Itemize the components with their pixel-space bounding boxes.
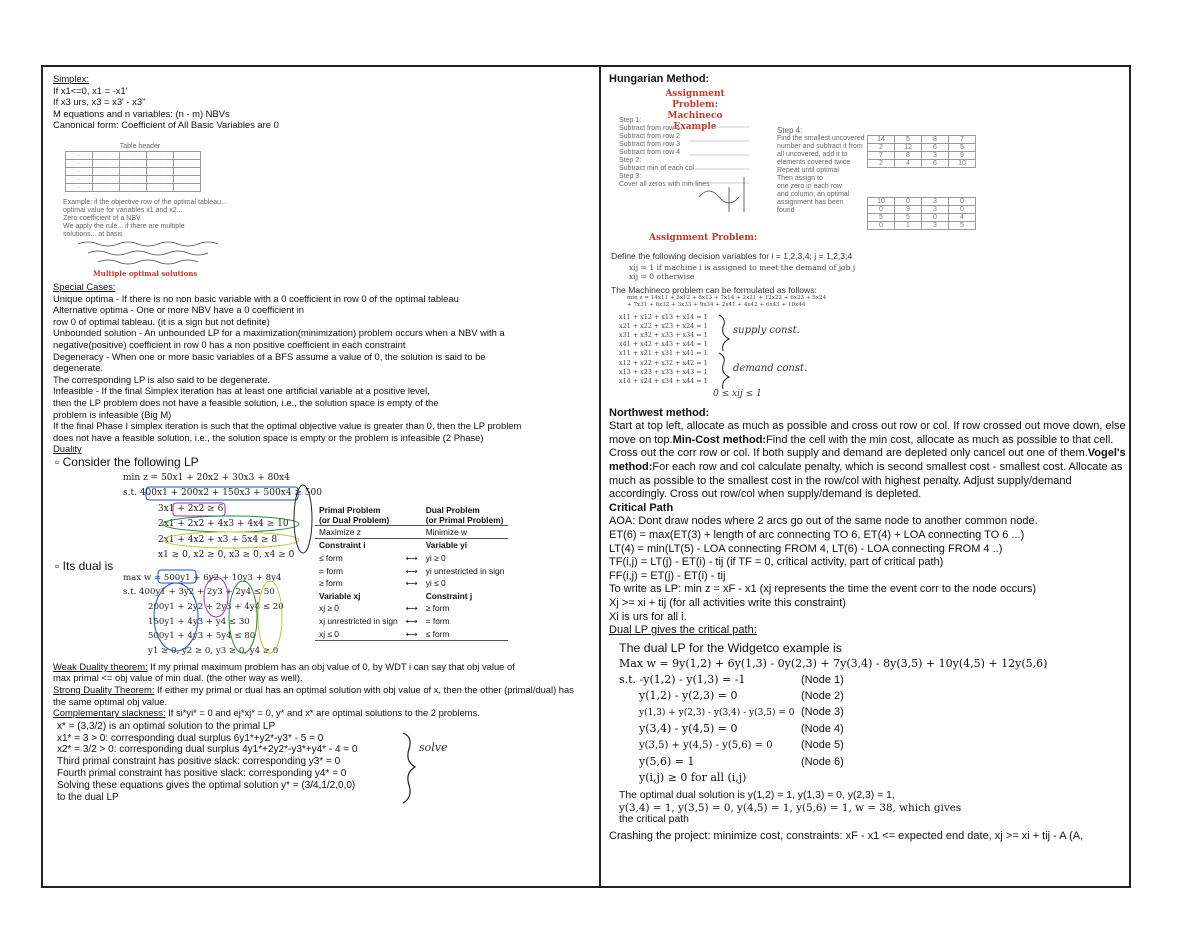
bullet-icon: ▫ bbox=[55, 558, 60, 573]
widgetco-eq: y(3,5) + y(4,5) - y(5,6) = 0 bbox=[639, 739, 773, 751]
dual-lp-critical-heading: Dual LP gives the critical path: bbox=[609, 624, 757, 637]
pd-cell: ≥ form bbox=[425, 603, 450, 614]
special-case-line: If the final Phase I simplex iteration is such that the optimal objective value is greater than 0, then the LP problem bbox=[53, 420, 522, 432]
its-dual-text: Its dual is bbox=[62, 558, 114, 573]
dual-lp-line: 150y1 + 4y3 + y4 ≤ 30 bbox=[148, 616, 250, 627]
special-case-line: negative(positive) coefficient in row 0 has a non positive coefficient in each constraint bbox=[53, 338, 406, 350]
widgetco-row bbox=[619, 704, 844, 721]
weak-duality-label: Weak Duality theorem: bbox=[53, 660, 148, 672]
step-text: Subtract from row 1 bbox=[619, 124, 681, 132]
left-column bbox=[53, 73, 591, 882]
widgetco-title bbox=[619, 640, 842, 656]
constraint-line: x12 + x22 + x32 + x42 = 1 bbox=[619, 358, 708, 367]
pd-header: Dual Problem (or Primal Problem) bbox=[425, 504, 504, 525]
vogel-text: For each row and col calculate penalty, which is second smallest cost - smallest cost. Allocate as much as possible to the smallest cost in the row/col with highest penalty. Adjust supply/demand accordingly. Cross out row/col when supply/demand is depleted. bbox=[609, 460, 1123, 501]
cs-example-line: to the dual LP bbox=[57, 791, 119, 803]
widgetco-eq: y(3,4) - y(4,5) = 0 bbox=[639, 721, 738, 735]
step4-note: Then assign to bbox=[777, 174, 823, 182]
pd-cell: ≥ form bbox=[319, 578, 343, 589]
vogel-label: Vogel's method: bbox=[609, 447, 1126, 473]
strong-duality-label: Strong Duality Theorem: bbox=[53, 684, 155, 696]
special-case-line: Unbounded solution - An unbounded LP for a maximization(minimization) problem occurs when a NBV with a bbox=[53, 327, 505, 339]
handwritten-equations bbox=[73, 239, 273, 273]
constraint-braces bbox=[717, 313, 731, 389]
pd-cell: Variable xj bbox=[319, 590, 361, 601]
step4-note: and column; an optimal bbox=[777, 190, 850, 198]
widgetco-node: (Node 4) bbox=[801, 722, 844, 735]
critical-path-heading: Critical Path bbox=[609, 501, 674, 514]
cs-text: If si*yi* = 0 and ej*xj* = 0, y* and x* are optimal solutions to the 2 problems. bbox=[165, 707, 480, 719]
consider-text: Consider the following LP bbox=[62, 454, 199, 469]
widgetco-opt-line: y(3,4) = 1, y(3,5) = 0, y(4,5) = 1, y(5,6) = 1, w = 38, which gives bbox=[619, 801, 962, 814]
widgetco-row bbox=[619, 737, 844, 754]
figure-note: optimal value for variables x1 and x2... bbox=[63, 206, 183, 214]
objective: min z = 14x11 + 5x12 + 8x13 + 7x14 + 2x21 + 12x22 + 6x23 + 5x24 + 7x31 + 8x32 + 3x33 + 9x34 + 2x41 + 4x42 + 6x43 + 10x44 bbox=[627, 294, 827, 309]
step4-note: Find the smallest uncovered bbox=[777, 134, 865, 142]
pd-cell: ⟷ bbox=[405, 616, 418, 627]
pd-cell: xj unrestricted in sign bbox=[319, 616, 398, 627]
pd-cell: = form bbox=[425, 616, 450, 627]
demand-note: demand const. bbox=[733, 362, 808, 374]
hungarian-figure bbox=[609, 87, 1129, 407]
pd-cell: Maximize z bbox=[319, 526, 361, 537]
widgetco-node: (Node 3) bbox=[801, 705, 844, 718]
define-line: Define the following decision variables for i = 1,2,3,4; j = 1,2,3,4 bbox=[611, 250, 853, 261]
xij-def-line: xij = 0 otherwise bbox=[629, 272, 695, 282]
primal-dual-table bbox=[315, 505, 508, 641]
primal-lp-line: 2x1 + 2x2 + 4x3 + 4x4 ≥ 10 bbox=[158, 519, 289, 530]
widgetco-row bbox=[619, 688, 844, 704]
cs-example-line: x1* = 3 > 0: corresponding dual surplus 6y1*+y2*-y3* - 5 = 0 bbox=[57, 732, 324, 744]
pd-cell: ⟷ bbox=[405, 553, 418, 564]
mincost-text: Find the cell with the min cost, allocate as much as possible to that cell. Cross out the corr row or col. If both supply and demand are depleted only cancel out one of them. bbox=[609, 433, 1114, 460]
assignment-title: Assignment Problem: Machineco Example bbox=[665, 88, 725, 132]
widgetco-figure bbox=[609, 640, 1129, 826]
step4-note: assignment has been bbox=[777, 198, 844, 206]
tableau-table: · · · · · · · · · · · · · · · · · · · · · · · · · bbox=[65, 151, 201, 192]
special-cases-heading: Special Cases: bbox=[53, 280, 116, 292]
widgetco-opt bbox=[619, 790, 961, 826]
cheat-sheet bbox=[41, 65, 1131, 888]
xij-definition bbox=[629, 263, 855, 282]
cs-example-line: Solving these equations gives the optimal solution y* = (3/4,1/2,0,0) bbox=[57, 779, 356, 791]
primal-annotations bbox=[143, 469, 313, 565]
duality-figure bbox=[53, 455, 591, 661]
pd-header bbox=[402, 505, 422, 526]
pd-cell bbox=[402, 539, 422, 552]
critical-line: FF(i,j) = ET(j) - ET(i) - tij bbox=[609, 569, 726, 582]
constraint-line: x13 + x23 + x33 + x43 = 1 bbox=[619, 367, 708, 376]
constraint-line: x21 + x22 + x23 + x24 = 1 bbox=[619, 321, 708, 330]
widgetco-eq: y(1,3) + y(2,3) - y(3,4) - y(3,5) = 0 bbox=[639, 707, 795, 718]
step-text: Subtract from row 3 bbox=[619, 140, 681, 148]
dual-lp-line: 200y1 + 2y2 + 2y3 + 4y4 ≤ 20 bbox=[148, 602, 284, 613]
pd-cell: xj ≥ 0 bbox=[319, 603, 339, 614]
mincost-label: Min-Cost method: bbox=[672, 433, 767, 446]
dual-lp-line: max w = 500y1 + 6y2 + 10y3 + 8y4 bbox=[123, 572, 282, 583]
cs-example-line: x2* = 3/2 > 0: corresponding dual surplus 4y1*+2y2*-y3*+y4* - 4 = 0 bbox=[57, 744, 358, 756]
northwest-heading: Northwest method: bbox=[609, 406, 710, 419]
dual-lp-line: s.t. 400y1 + 3y2 + 2y3 + 2y4 ≤ 50 bbox=[123, 587, 275, 598]
cs-example-line: Fourth primal constraint has positive slack: corresponding y4* = 0 bbox=[57, 768, 347, 780]
widgetco-node: (Node 2) bbox=[801, 689, 844, 702]
critical-line: LT(4) = min(LT(5) - LOA connecting FROM 4, LT(6) - LOA connecting FROM 4 ..) bbox=[609, 542, 1003, 555]
pd-cell: = form bbox=[319, 565, 343, 576]
assignment-title-2: Assignment Problem: bbox=[649, 232, 758, 243]
figure-note: Zero coefficient of a NBV bbox=[63, 214, 141, 222]
weak-duality-line2: max primal <= obj value of min dual. (the other way as well). bbox=[53, 672, 303, 684]
red-caption: Multiple optimal solutions bbox=[93, 268, 198, 278]
widgetco-row bbox=[619, 672, 844, 688]
step4-title: Step 4: bbox=[777, 125, 803, 135]
dual-annotations bbox=[148, 567, 298, 657]
strong-duality-line2: the same optimal obj value. bbox=[53, 695, 168, 707]
pd-cell: xj ≤ 0 bbox=[319, 628, 339, 639]
critical-line: ET(6) = max(ET(3) + length of arc connecting TO 6, ET(4) + LOA connecting TO 6 ...) bbox=[609, 528, 1025, 541]
primal-lp-line: 2x1 + 4x2 + x3 + 5x4 ≥ 8 bbox=[158, 534, 278, 545]
step-text: Step 3: bbox=[619, 172, 642, 180]
complementary-slackness bbox=[53, 707, 591, 719]
duality-heading: Duality bbox=[53, 443, 82, 455]
widgetco-opt-line: the critical path bbox=[619, 813, 689, 825]
widgetco-opt-line: The optimal dual solution is y(1,2) = 1, y(1,3) = 0, y(2,3) = 1, bbox=[619, 789, 895, 801]
special-case-line: Infeasible - If the final Simplex iteration has at least one artificial variable at a positive level, bbox=[53, 385, 430, 397]
special-case-line: problem is infeasible (Big M) bbox=[53, 408, 172, 420]
step4-note: all uncovered, add it to bbox=[777, 150, 848, 158]
hungarian-heading: Hungarian Method: bbox=[609, 73, 710, 85]
step4-note: Repeat until optimal bbox=[777, 166, 839, 174]
step-text: Subtract min of each col bbox=[619, 164, 695, 172]
crashing-line: Crashing the project: minimize cost, constraints: xF - x1 <= expected end date, xj >= xi + tij - A (A, bbox=[609, 829, 1084, 842]
dual-lp-line: y1 ≥ 0, y2 ≥ 0, y3 ≥ 0, y4 ≥ 0 bbox=[148, 645, 279, 656]
pd-cell: ⟷ bbox=[405, 578, 418, 589]
pd-cell: yi unrestricted in sign bbox=[425, 565, 505, 576]
solve-note: solve bbox=[419, 740, 448, 754]
cs-example-line: x* = (3,3/2) is an optimal solution to the primal LP bbox=[57, 720, 276, 732]
figure-note: Example: if the objective row of the optimal tableau... bbox=[63, 198, 227, 206]
simplex-line: If x3 urs, x3 = x3' - x3'' bbox=[53, 96, 146, 108]
simplex-figure bbox=[53, 139, 591, 281]
widgetco-eq: s.t. -y(1,2) - y(1,3) = -1 bbox=[619, 672, 746, 686]
widgetco-node: (Node 6) bbox=[801, 755, 844, 768]
step-text: Step 2: bbox=[619, 156, 642, 164]
column-divider bbox=[599, 67, 601, 886]
widgetco-row bbox=[619, 721, 844, 737]
cs-example bbox=[53, 721, 591, 817]
constraint-line: x11 + x21 + x31 + x41 = 1 bbox=[619, 349, 708, 358]
pd-cell: ⟷ bbox=[405, 565, 418, 576]
pd-cell: Constraint i bbox=[319, 540, 366, 551]
step4-note: found bbox=[777, 206, 795, 214]
pd-cell bbox=[402, 525, 422, 539]
step-text: Subtract from row 2 bbox=[619, 132, 681, 140]
simplex-line: M equations and n variables: (n - m) NBVs bbox=[53, 107, 230, 119]
pd-cell: ≤ form bbox=[425, 628, 450, 639]
cs-example-line: Third primal constraint has positive slack: corresponding y3* = 0 bbox=[57, 756, 341, 768]
widgetco-node: (Node 1) bbox=[801, 673, 844, 686]
special-case-line: degenerate. bbox=[53, 362, 104, 374]
step4-note: elements covered twice bbox=[777, 158, 851, 166]
formulated-line: The Machineco problem can be formulated as follows: bbox=[611, 284, 817, 295]
critical-line: Xj >= xi + tij (for all activities write this constraint) bbox=[609, 596, 846, 609]
special-case-line: Alternative optima - One or more NBV have a 0 coefficient in bbox=[53, 304, 304, 316]
critical-line: To write as LP: min z = xF - x1 (xj represents the time the event corr to the node occurs) bbox=[609, 583, 1037, 596]
primal-lp-line: x1 ≥ 0, x2 ≥ 0, x3 ≥ 0, x4 ≥ 0 bbox=[158, 550, 295, 561]
constraint-line: x31 + x32 + x33 + x34 = 1 bbox=[619, 331, 708, 339]
dual-lp-line: 500y1 + 4y3 + 5y4 ≤ 80 bbox=[148, 631, 256, 642]
widgetco-eq: y(1,2) - y(2,3) = 0 bbox=[639, 688, 738, 702]
figure-note: We apply the rule... if there are multiple bbox=[63, 222, 185, 230]
tableau-title: Table header bbox=[119, 142, 161, 150]
step4-table-2: 10 0 3 0 0 9 3 0 5 5 0 4 0 1 3 5 bbox=[867, 197, 976, 230]
step4-table: 14 5 8 7 2 12 6 5 7 8 3 9 2 4 6 10 bbox=[867, 135, 976, 168]
critical-line: AOA: Dont draw nodes where 2 arcs go out of the same node to another common node. bbox=[609, 515, 1038, 528]
weak-duality-text: If my primal maximum problem has an obj value of 0, by WDT i can say that obj value of bbox=[147, 660, 515, 672]
bounds-note: 0 ≤ xij ≤ 1 bbox=[713, 388, 762, 399]
pd-cell bbox=[402, 590, 422, 603]
simplex-heading: Simplex: bbox=[53, 73, 89, 84]
northwest-text: Start at top left, allocate as much as possible and cross out row or col. If row crossed out move down, else move on top. bbox=[609, 420, 1126, 446]
constraint-line: x14 + x24 + x34 + x44 = 1 bbox=[619, 377, 708, 386]
step-text: Subtract from row 4 bbox=[619, 148, 681, 156]
pd-cell: yi ≥ 0 bbox=[425, 553, 446, 564]
pd-cell: ≤ form bbox=[319, 553, 343, 564]
widgetco-max: Max w = 9y(1,2) + 6y(1,3) - 0y(2,3) + 7y(3,4) - 8y(3,5) + 10y(4,5) + 12y(5,6) bbox=[619, 656, 1048, 670]
primal-lp-line: min z = 50x1 + 20x2 + 30x3 + 80x4 bbox=[123, 472, 290, 483]
pd-cell: ⟷ bbox=[405, 628, 418, 639]
hungarian-sketch bbox=[679, 117, 769, 217]
constraint-line: x41 + x42 + x43 + x44 = 1 bbox=[619, 340, 708, 349]
special-case-line: row 0 of optimal tableau. (it is a sign but not definite) bbox=[53, 315, 270, 327]
xij-def-line: xij = 1 if machine i is assigned to meet the demand of job j bbox=[629, 262, 856, 272]
step4-note: number and subtract it from bbox=[777, 142, 863, 150]
widgetco-title-text: The dual LP for the Widgetco example is bbox=[619, 640, 842, 655]
special-case-line: The corresponding LP is also said to be degenerate. bbox=[53, 373, 271, 385]
special-case-line: does not have a feasible solution, i.e., the solution space is empty or the problem is infeasible (2 Phase) bbox=[53, 431, 484, 443]
critical-line: Xi is urs for all i. bbox=[609, 610, 687, 623]
strong-duality-text: If either my primal or dual has an optimal solution with obj value of x, then the other (primal/dual) has bbox=[154, 684, 574, 696]
special-case-line: Degeneracy - When one or more basic variables of a BFS assume a value of 0, the solution is said to be bbox=[53, 350, 486, 362]
widgetco-node: (Node 5) bbox=[801, 738, 844, 751]
widgetco-row bbox=[619, 754, 844, 770]
special-case-line: then the LP problem does not have a feasible solution, i.e., the solution space is empty of the bbox=[53, 396, 439, 408]
constraint-line: x11 + x12 + x13 + x14 = 1 bbox=[619, 312, 708, 321]
step-text: Step 1: bbox=[619, 116, 642, 124]
pd-cell: yi ≤ 0 bbox=[425, 578, 446, 589]
critical-line: TF(i,j) = LT(j) - ET(i) - tij (if TF = 0, critical activity, part of critical path) bbox=[609, 556, 944, 569]
simplex-line: If x1<=0, x1 = -x1' bbox=[53, 84, 128, 96]
pd-cell: Constraint j bbox=[425, 590, 473, 601]
step-text: Cover all zeros with min lines bbox=[619, 180, 710, 188]
figure-note: solutions... at basis bbox=[63, 230, 123, 238]
pd-cell: Minimize w bbox=[425, 526, 468, 537]
widgetco-eq: y(5,6) = 1 bbox=[639, 754, 695, 768]
pd-header: Primal Problem (or Dual Problem) bbox=[319, 504, 390, 525]
step4-note: one zero in each row bbox=[777, 182, 842, 190]
pd-cell: Variable yi bbox=[425, 540, 468, 551]
constraints bbox=[619, 313, 708, 387]
bullet-icon: ▫ bbox=[55, 454, 60, 469]
special-case-line: Unique optima - If there is no non basic variable with a 0 coefficient in row 0 of the optimal tableau bbox=[53, 292, 459, 304]
simplex-line: Canonical form: Coefficient of All Basic Variables are 0 bbox=[53, 119, 279, 131]
cs-label: Complementary slackness: bbox=[53, 707, 166, 719]
pd-cell: ⟷ bbox=[405, 603, 418, 614]
northwest-paragraph bbox=[609, 420, 1129, 502]
primal-lp-line: 3x1 + 2x2 ≥ 6 bbox=[158, 503, 224, 514]
primal-lp-line: s.t. 400x1 + 200x2 + 150x3 + 500x4 ≥ 500 bbox=[123, 488, 322, 499]
supply-note: supply const. bbox=[733, 324, 800, 336]
strong-duality bbox=[53, 684, 591, 696]
right-column bbox=[609, 73, 1129, 882]
widgetco-nonneg: y(i,j) ≥ 0 for all (i,j) bbox=[639, 770, 747, 784]
widgetco-rows bbox=[619, 672, 844, 785]
weak-duality bbox=[53, 661, 591, 673]
brace-icon bbox=[399, 731, 419, 807]
